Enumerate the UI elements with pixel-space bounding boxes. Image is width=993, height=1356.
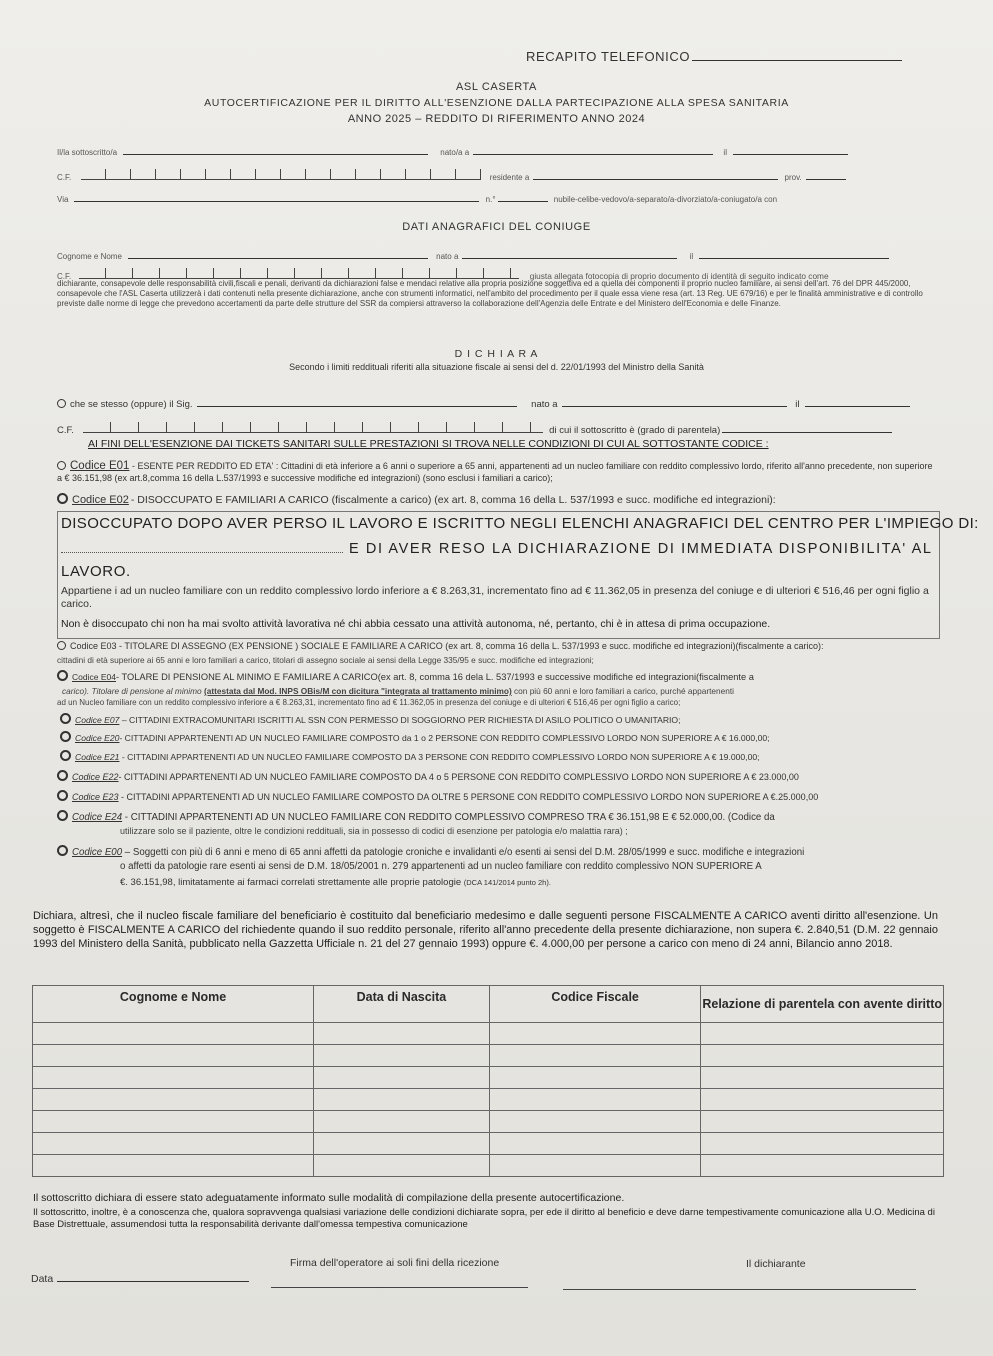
subject-cf-boxes[interactable] [83,422,543,433]
e02-heading-line2: E DI AVER RESO LA DICHIARAZIONE DI IMMEDIATA DISPONIBILITA' AL [61,541,933,557]
checkbox-e21[interactable] [60,750,71,761]
declarant-name-row: Il/la sottoscritto/a nato/a a il [57,144,848,157]
table-cell[interactable] [314,1067,490,1089]
code-e23: Codice E23 - CITTADINI APPARTENENTI AD UN NUCLEO FAMILIARE COMPOSTO DA OLTRE 5 PERSONE CON REDDITO COMPLESSIVO LORDO NON SUPERIORE A €.25.000,00 [57,790,818,802]
table-cell[interactable] [33,1133,314,1155]
e02-income-text: Appartiene i ad un nucleo familiare con un reddito complessivo lordo inferiore a € 8.263,31, incrementato fino ad € 11.362,05 in presenza del coniuge e di ulteriori € 516,46 per ogni figlio a carico. [61,585,929,611]
table-cell[interactable] [489,1133,701,1155]
table-cell[interactable] [701,1133,944,1155]
code-e02: Codice E02 - DISOCCUPATO E FAMILIARI A CARICO (fiscalmente a carico) (ex art. 8, comma 16 della L. 537/1993 e succ. modifiche ed integrazioni): [57,493,776,506]
code-e03-line2: cittadini di età superiore ai 65 anni e loro familiari a carico, titolari di assegno sociale ai sensi della Legge 335/95 e succ. modifiche ed integrazioni; [57,655,594,665]
table-row [33,1089,944,1111]
table-row [33,1067,944,1089]
table-cell[interactable] [314,1133,490,1155]
birthdate-field[interactable] [733,144,848,155]
operator-signature-label: Firma dell'operatore ai soli fini della ricezione [290,1257,500,1269]
subject-row: che se stesso (oppure) il Sig. nato a il [57,396,910,410]
table-cell[interactable] [701,1045,944,1067]
table-cell[interactable] [489,1111,701,1133]
table-cell[interactable] [33,1045,314,1067]
code-e24-line2: utilizzare solo se il paziente, oltre le condizioni reddituali, sia in possesso di codici di esenzione per patologia e/o malattia rara) ; [120,826,628,836]
col-header-relation: Relazione di parentela con avente diritto [701,986,944,1023]
spouse-name-field[interactable] [128,248,428,259]
spouse-cf-boxes[interactable] [79,268,519,279]
cf-boxes[interactable] [81,169,481,180]
form-title: AUTOCERTIFICAZIONE PER IL DIRITTO ALL'ESENZIONE DALLA PARTECIPAZIONE ALLA SPESA SANITARIA [204,97,789,109]
spouse-legal-paragraph: dichiarante, consapevole delle responsabilità civili,fiscali e penali, derivanti da dichiarazioni false e mendaci relative alla propria posizione soggettiva ed a quella dei componenti il proprio nucleo familiare, ai sensi dell'art. 76 del DPR 445/2000, consapevole che l'ASL Caserta utilizzerà i dati contenuti nella presente dichiarazione, anche con strumenti informatici, nell'ambito del procedimento per il quale essa viene resa (art. 13 Reg. UE 679/16) e per le finalità amministrative e di controllo previste dalle norme di legge che prevedono accertamenti da parte delle strutture del SSR da compiersi attraverso la collaborazione dell'Agenzia delle Entrate e del Ministero dell'Economia e delle Finanze. [57,279,923,308]
e02-note: Non è disoccupato chi non ha mai svolto attività lavorativa né chi abbia cessato una attività autonoma, né, pertanto, chi è in attesa di prima occupazione. [61,618,771,630]
dichiara-subtitle: Secondo i limiti reddituali riferiti alla situazione fiscale ai sensi del d. 22/01/1993 del Ministro della Sanità [289,362,704,372]
code-e01: Codice E01 - ESENTE PER REDDITO ED ETA' : Cittadini di età inferiore a 6 anni o superiore a 65 anni, appartenenti ad un nucleo familiare con reddito complessivo lordo, riferito all'anno precedente, non superiore a € 36.151,98 (ex art.8,comma 16 della L.537/1993 e successive modifiche ed integrazioni) (sono esclusi i familiari a carico); [57,460,933,484]
checkbox-e24[interactable] [57,810,68,821]
checkbox-e04[interactable] [57,670,68,681]
date-field[interactable] [57,1271,249,1282]
code-e00: Codice E00 – Soggetti con più di 6 anni e meno di 65 anni affetti da patologie croniche e invalidanti e/o esenti ai sensi del D.M. 28/05/1999 e succ. modifiche e integrazioni [57,845,804,858]
table-cell[interactable] [33,1067,314,1089]
table-row [33,1133,944,1155]
code-e03: Codice E03 - TITOLARE DI ASSEGNO (EX PENSIONE ) SOCIALE E FAMILIARE A CARICO (ex art. 8, comma 16 della L. 537/1993 e succ. modifiche ed integrazioni)(fiscalmente a carico): [57,641,823,651]
code-e04: Codice E04- TOLARE DI PENSIONE AL MINIMO E FAMILIARE A CARICO(ex art. 8, comma 16 dela L. 537/1993 e successive modifiche ed integrazioni(fiscalmente a [57,670,754,682]
table-cell[interactable] [489,1045,701,1067]
table-cell[interactable] [314,1045,490,1067]
declarant-signature-label: Il dichiarante [746,1258,806,1270]
recapito-label: RECAPITO TELEFONICO [526,49,902,64]
checkbox-e20[interactable] [60,731,71,742]
table-cell[interactable] [314,1155,490,1177]
checkbox-e22[interactable] [57,770,68,781]
birthplace-field[interactable] [473,144,713,155]
spouse-cf-row: C.F. giusta allegata fotocopia di proprio documento di identità di seguito indicato come [57,268,829,281]
declarant-via-row: Via n.° nubile-celibe-vedovo/a-separato/a-divorziato/a-coniugato/a con [57,191,777,204]
subject-name-field[interactable] [197,396,517,407]
code-e21: Codice E21 - CITTADINI APPARTENENTI AD UN NUCLEO FAMILIARE COMPOSTO DA 3 PERSONE CON REDDITO COMPLESSIVO LORDO NON SUPERIORE A € 19.000,00; [60,750,760,762]
checkbox-e00[interactable] [57,845,68,856]
checkbox-e02[interactable] [57,493,68,504]
spouse-birthdate-field[interactable] [699,248,889,259]
form-year: ANNO 2025 – REDDITO DI RIFERIMENTO ANNO 2024 [347,113,646,125]
table-cell[interactable] [489,1023,701,1045]
declarant-signature-line[interactable] [563,1289,916,1290]
subject-birthplace-field[interactable] [562,396,787,407]
table-row [33,1045,944,1067]
asl-title: ASL CASERTA [456,81,537,93]
checkbox-e03[interactable] [57,641,66,650]
name-field[interactable] [123,144,428,155]
dependents-table [32,985,944,1177]
table-cell[interactable] [701,1155,944,1177]
col-header-fiscal-code: Codice Fiscale [489,986,701,1023]
code-e07: Codice E07 – CITTADINI EXTRACOMUNITARI ISCRITTI AL SSN CON PERMESSO DI SOGGIORNO PER RICHIESTA DI ASILO POLITICO O UMANITARIO; [60,713,681,725]
table-cell[interactable] [701,1067,944,1089]
table-cell[interactable] [489,1067,701,1089]
e02-heading-line3: LAVORO. [61,563,131,580]
col-header-birthdate: Data di Nascita [314,986,490,1023]
code-e00-line2: o affetti da patologie rare esenti ai sensi de D.M. 18/05/2001 n. 279 appartenenti ad un nucleo familiare con reddito complessivo NON SUPERIORE A [120,861,762,872]
table-cell[interactable] [701,1023,944,1045]
code-e00-line3: €. 36.151,98, limitatamente ai farmaci correlati strettamente alle proprie patologie (DCA 141/2014 punto 2h). [120,877,551,888]
table-cell[interactable] [33,1155,314,1177]
checkbox-e01[interactable] [57,461,66,470]
col-header-name: Cognome e Nome [33,986,314,1023]
table-cell[interactable] [314,1023,490,1045]
spouse-name-row: Cognome e Nome nato a il [57,248,889,261]
via-field[interactable] [74,191,479,202]
checkbox-e07[interactable] [60,713,71,724]
table-cell[interactable] [314,1111,490,1133]
code-e04-line2: carico). Titolare di pensione al minimo (attestata dal Mod. INPS OBis/M con dicitura "integrata al trattamento minimo) con più 60 anni e loro familiari a carico, purché appartenenti [62,686,735,696]
employment-center-field[interactable] [61,542,343,553]
code-e22: Codice E22- CITTADINI APPARTENENTI AD UN NUCLEO FAMILIARE COMPOSTO DA 4 o 5 PERSONE CON REDDITO COMPLESSIVO LORDO NON SUPERIORE A € 23.000,00 [57,770,799,782]
declarant-cf-row: C.F. residente a prov. [57,169,846,182]
subject-cf-row: C.F. di cui il sottoscritto è (grado di parentela) [57,422,892,436]
kinship-field[interactable] [722,422,892,433]
spouse-birthplace-field[interactable] [462,248,677,259]
spouse-title: DATI ANAGRAFICI DEL CONIUGE [402,221,591,233]
dichiara-title: D I C H I A R A [454,348,539,360]
radio-self[interactable] [57,399,66,408]
table-cell[interactable] [33,1111,314,1133]
table-row [33,1023,944,1045]
civic-number-field[interactable] [498,191,548,202]
table-row [33,1111,944,1133]
code-e20: Codice E20- CITTADINI APPARTENENTI AD UN NUCLEO FAMILIARE COMPOSTO da 1 o 2 PERSONE CON REDDITO COMPLESSIVO LORDO NON SUPERIORE A € 16.000,00; [60,731,770,743]
subject-birthdate-field[interactable] [805,396,910,407]
dependents-declaration: Dichiara, altresì, che il nucleo fiscale familiare del beneficiario è costituito dal beneficiario medesimo e dalle seguenti persone FISCALMENTE A CARICO aventi diritto all'esenzione. Un soggetto è FISCALMENTE A CARICO del richiedente quando il suo reddito personale, riferito all'anno precedente della presente dichiarazione, non supera €. 2.840,51 (D.M. 22 gennaio 1993 del Ministero della Sanità, pubblicato nella Gazzetta Ufficiale n. 21 del 27 gennaio 1993) oppure €. 4.000,00 per persone a carico con meno di 24 anni, Bilancio anno 2018. [33,910,938,950]
table-cell[interactable] [701,1111,944,1133]
informed-statement: Il sottoscritto dichiara di essere stato adeguatamente informato sulle modalità di compilazione della presente autocertificazione. [33,1192,625,1204]
table-cell[interactable] [314,1089,490,1111]
date-row: Data [31,1271,249,1285]
table-cell[interactable] [489,1089,701,1111]
commit-statement: Il sottoscritto, inoltre, è a conoscenza che, qualora sopravvenga qualsiasi variazione delle condizioni dichiarate sopra, per ede il diritto al beneficio e deve darne tempestivamente comunicazione alla U.O. Medicina di Base Distrettuale, assumendosi tutta la responsabilità derivante dall'omessa tempestiva comunicazione [33,1207,935,1230]
table-cell[interactable] [489,1155,701,1177]
checkbox-e23[interactable] [57,790,68,801]
table-cell[interactable] [701,1089,944,1111]
table-cell[interactable] [33,1089,314,1111]
prov-field[interactable] [806,169,846,180]
code-e04-line3: ad un Nucleo familiare con un reddito complessivo inferiore a € 8.263,31, incrementato fino ad € 11.362,05 in presenza del coniuge e di ulteriori € 516,46 per ogni figlio a carico; [57,698,681,707]
operator-signature-line[interactable] [271,1287,528,1288]
residence-field[interactable] [533,169,778,180]
code-e24: Codice E24 - CITTADINI APPARTENENTI AD UN NUCLEO FAMILIARE CON REDDITO COMPLESSIVO COMPRESO TRA € 36.151,98 E € 52.000,00. (Codice da [57,810,775,823]
fini-heading: AI FINI DELL'ESENZIONE DAI TICKETS SANITARI SULLE PRESTAZIONI SI TROVA NELLE CONDIZIONI DI CUI AL SOTTOSTANTE CODICE : [88,438,769,450]
table-row [33,1155,944,1177]
table-cell[interactable] [33,1023,314,1045]
e02-heading-line1: DISOCCUPATO DOPO AVER PERSO IL LAVORO E ISCRITTO NEGLI ELENCHI ANAGRAFICI DEL CENTRO PER L'IMPIEGO DI: [61,515,979,532]
